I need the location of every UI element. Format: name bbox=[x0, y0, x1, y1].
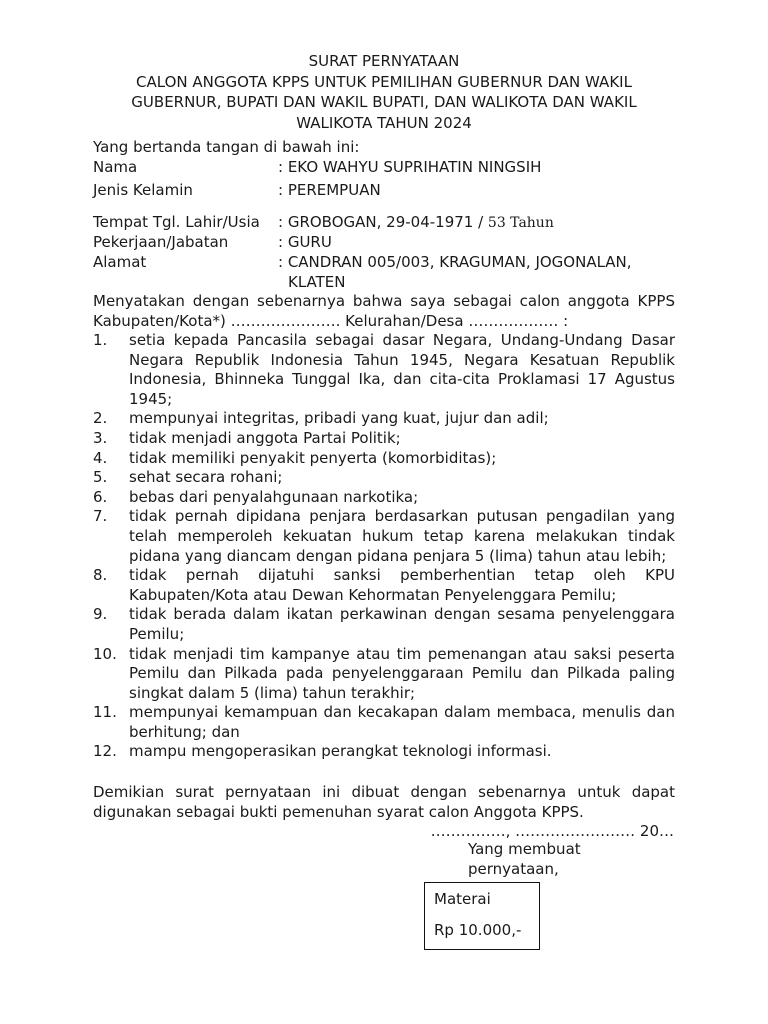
list-item bbox=[93, 507, 675, 566]
item-number: 1. bbox=[93, 331, 108, 349]
list-item bbox=[93, 488, 675, 508]
item-text: mampu mengoperasikan perangkat teknologi informasi. bbox=[129, 742, 552, 761]
item-text: bebas dari penyalahgunaan narkotika; bbox=[129, 487, 419, 506]
field-label: Jenis Kelamin bbox=[93, 181, 193, 199]
item-number: 6. bbox=[93, 487, 108, 506]
field-value-age: 53 Tahun bbox=[487, 215, 554, 231]
requirements-list bbox=[93, 331, 675, 762]
item-number: 5. bbox=[93, 468, 108, 487]
document-title bbox=[80, 51, 688, 133]
item-number: 7. bbox=[93, 507, 108, 526]
item-number: 3. bbox=[93, 428, 108, 447]
title-line: SURAT PERNYATAAN bbox=[308, 52, 460, 70]
list-item bbox=[93, 742, 675, 762]
list-item bbox=[93, 429, 675, 449]
list-item bbox=[93, 331, 675, 409]
field-label: Alamat bbox=[93, 253, 147, 271]
field-value: : PEREMPUAN bbox=[278, 181, 381, 199]
materai-amount: Rp 10.000,- bbox=[434, 921, 522, 939]
item-number: 11. bbox=[93, 703, 117, 722]
item-number: 12. bbox=[93, 742, 117, 761]
field-label: Nama bbox=[93, 158, 138, 176]
title-line: WALIKOTA TAHUN 2024 bbox=[296, 113, 472, 132]
field-value-continued: KLATEN bbox=[288, 273, 346, 291]
list-item bbox=[93, 703, 675, 742]
list-item bbox=[93, 645, 675, 704]
signatory-line: pernyataan, bbox=[468, 859, 559, 878]
item-text: tidak berada dalam ikatan perkawinan dengan sesama penyelenggara Pemilu; bbox=[129, 605, 675, 643]
statement-text: Menyatakan dengan sebenarnya bahwa saya sebagai calon anggota KPPS Kabupaten/Kota*) …………………. Kelurahan/Desa ……………… : bbox=[93, 292, 675, 330]
intro-text: Yang bertanda tangan di bawah ini: bbox=[93, 138, 360, 156]
item-text: tidak pernah dipidana penjara berdasarkan putusan pengadilan yang telah memperoleh kekuatan hukum tetap karena melakukan tindak pidana yang diancam dengan pidana penjara 5 (lima) tahun atau lebih; bbox=[129, 507, 675, 565]
list-item bbox=[93, 468, 675, 488]
title-line: GUBERNUR, BUPATI DAN WAKIL BUPATI, DAN WALIKOTA DAN WAKIL bbox=[131, 93, 637, 111]
item-text: tidak memiliki penyakit penyerta (komorbiditas); bbox=[129, 448, 497, 467]
item-number: 4. bbox=[93, 448, 108, 467]
field-value: : EKO WAHYU SUPRIHATIN NINGSIH bbox=[278, 158, 542, 176]
closing-text: Demikian surat pernyataan ini dibuat dengan sebenarnya untuk dapat digunakan sebagai bukti pemenuhan syarat calon Anggota KPPS. bbox=[93, 783, 675, 821]
list-item bbox=[93, 409, 675, 429]
item-text: mempunyai integritas, pribadi yang kuat, jujur dan adil; bbox=[129, 409, 549, 428]
list-item bbox=[93, 605, 675, 644]
field-value: : GURU bbox=[278, 233, 332, 251]
stamp-duty-box bbox=[424, 882, 540, 950]
materai-label: Materai bbox=[434, 890, 491, 908]
field-value: : CANDRAN 005/003, KRAGUMAN, JOGONALAN, bbox=[278, 253, 632, 271]
item-number: 9. bbox=[93, 605, 108, 624]
item-text: sehat secara rohani; bbox=[129, 468, 283, 487]
title-line: CALON ANGGOTA KPPS UNTUK PEMILIHAN GUBERNUR DAN WAKIL bbox=[136, 72, 632, 91]
item-text: tidak pernah dijatuhi sanksi pemberhentian tetap oleh KPU Kabupaten/Kota atau Dewan Kehormatan Penyelenggara Pemilu; bbox=[129, 566, 675, 604]
list-item bbox=[93, 566, 675, 605]
item-text: mempunyai kemampuan dan kecakapan dalam membaca, menulis dan berhitung; dan bbox=[129, 703, 675, 741]
field-value: : GROBOGAN, 29-04-1971 / bbox=[278, 213, 488, 231]
item-number: 8. bbox=[93, 566, 108, 585]
date-line: ……………, …………………… 20… bbox=[430, 822, 674, 840]
field-label: Pekerjaan/Jabatan bbox=[93, 233, 229, 251]
signatory-label bbox=[468, 840, 581, 879]
item-text: tidak menjadi anggota Partai Politik; bbox=[129, 428, 401, 447]
signatory-line: Yang membuat bbox=[468, 840, 581, 858]
field-label: Tempat Tgl. Lahir/Usia bbox=[93, 213, 260, 231]
item-number: 2. bbox=[93, 409, 108, 428]
item-number: 10. bbox=[93, 644, 117, 663]
item-text: setia kepada Pancasila sebagai dasar Negara, Undang-Undang Dasar Negara Republik Indonesia Tahun 1945, Negara Kesatuan Republik Indonesia, Bhinneka Tunggal Ika, dan cita-cita Proklamasi 17 Agustus 1945; bbox=[129, 331, 675, 408]
item-text: tidak menjadi tim kampanye atau tim pemenangan atau saksi peserta Pemilu dan Pilkada pada penyelenggaraan Pemilu dan Pilkada paling singkat dalam 5 (lima) tahun terakhir; bbox=[129, 644, 675, 702]
list-item bbox=[93, 449, 675, 469]
